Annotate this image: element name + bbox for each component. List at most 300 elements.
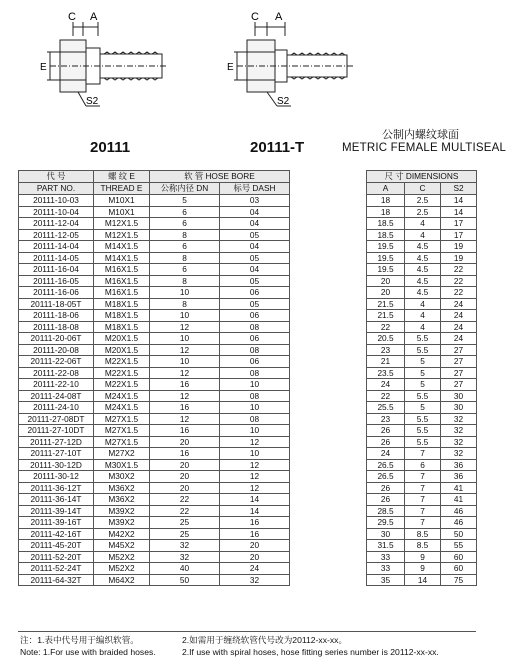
cell-dn: 10 <box>150 310 220 322</box>
cell-dim-s2: 24 <box>441 310 477 322</box>
cell-gap <box>290 206 367 218</box>
header-thread-en: THREAD E <box>94 183 150 195</box>
cell-dim-s2: 30 <box>441 402 477 414</box>
table-row <box>19 310 477 322</box>
cell-dash: 03 <box>220 195 290 207</box>
cell-dim-a: 30 <box>367 528 405 540</box>
cell-dash: 05 <box>220 229 290 241</box>
cell-dn: 16 <box>150 379 220 391</box>
cell-part-no: 20111-27-10DT <box>19 425 94 437</box>
cell-thread: M18X1.5 <box>94 310 150 322</box>
note-chinese-2: 2.如需用于缠绕软管代号改为20112-xx-xx。 <box>182 635 348 645</box>
cell-part-no: 20111-14-04 <box>19 241 94 253</box>
cell-part-no: 20111-12-04 <box>19 218 94 230</box>
cell-gap <box>290 482 367 494</box>
table-row <box>19 494 477 506</box>
cell-gap <box>290 459 367 471</box>
table-row <box>19 379 477 391</box>
table-row <box>19 425 477 437</box>
cell-dim-a: 23.5 <box>367 367 405 379</box>
cell-dash: 16 <box>220 528 290 540</box>
label-s2: S2 <box>86 96 99 107</box>
table-row <box>19 563 477 575</box>
cell-dash: 10 <box>220 425 290 437</box>
cell-dim-c: 5.5 <box>405 333 441 345</box>
cell-dn: 25 <box>150 517 220 529</box>
cell-dn: 16 <box>150 425 220 437</box>
cell-thread: M42X2 <box>94 528 150 540</box>
cell-thread: M64X2 <box>94 574 150 586</box>
cell-thread: M16X1.5 <box>94 287 150 299</box>
header-s2: S2 <box>441 183 477 195</box>
cell-part-no: 20111-18-06 <box>19 310 94 322</box>
cell-dash: 06 <box>220 333 290 345</box>
cell-dash: 05 <box>220 252 290 264</box>
header-dash: 标号 DASH <box>220 183 290 195</box>
cell-part-no: 20111-27-12D <box>19 436 94 448</box>
cell-dn: 6 <box>150 241 220 253</box>
header-c: C <box>405 183 441 195</box>
table-row <box>19 206 477 218</box>
cell-dim-c: 4 <box>405 321 441 333</box>
cell-dash: 05 <box>220 275 290 287</box>
cell-thread: M27X2 <box>94 448 150 460</box>
cell-dn: 12 <box>150 390 220 402</box>
table-row <box>19 517 477 529</box>
cell-dim-s2: 27 <box>441 367 477 379</box>
table-row <box>19 528 477 540</box>
cell-dim-a: 28.5 <box>367 505 405 517</box>
cell-dim-s2: 41 <box>441 482 477 494</box>
cell-thread: M39X2 <box>94 505 150 517</box>
cell-part-no: 20111-27-10T <box>19 448 94 460</box>
label-c: C <box>251 11 259 23</box>
cell-dim-a: 20 <box>367 287 405 299</box>
cell-dim-a: 33 <box>367 563 405 575</box>
cell-dim-c: 6 <box>405 459 441 471</box>
cell-gap <box>290 241 367 253</box>
cell-thread: M22X1.5 <box>94 356 150 368</box>
cell-dn: 12 <box>150 367 220 379</box>
cell-dim-s2: 27 <box>441 344 477 356</box>
table-row <box>19 218 477 230</box>
cell-gap <box>290 333 367 345</box>
cell-dn: 6 <box>150 264 220 276</box>
cell-thread: M52X2 <box>94 563 150 575</box>
table-row <box>19 195 477 207</box>
header-gap <box>290 171 367 183</box>
cell-dim-s2: 22 <box>441 287 477 299</box>
cell-part-no: 20111-36-14T <box>19 494 94 506</box>
cell-dim-c: 8.5 <box>405 540 441 552</box>
cell-dim-s2: 22 <box>441 264 477 276</box>
cell-dim-c: 9 <box>405 563 441 575</box>
cell-dash: 08 <box>220 344 290 356</box>
cell-dim-s2: 24 <box>441 298 477 310</box>
cell-dim-a: 21.5 <box>367 310 405 322</box>
cell-dim-c: 2.5 <box>405 206 441 218</box>
label-e: E <box>40 62 47 73</box>
cell-thread: M27X1.5 <box>94 413 150 425</box>
label-a: A <box>90 11 98 23</box>
cell-dim-c: 7 <box>405 494 441 506</box>
cell-dim-a: 26.5 <box>367 459 405 471</box>
cell-part-no: 20111-39-16T <box>19 517 94 529</box>
cell-part-no: 20111-30-12D <box>19 459 94 471</box>
table-row <box>19 252 477 264</box>
cell-dim-s2: 50 <box>441 528 477 540</box>
cell-dim-s2: 17 <box>441 218 477 230</box>
cell-part-no: 20111-20-08 <box>19 344 94 356</box>
cell-dash: 04 <box>220 264 290 276</box>
cell-part-no: 20111-22-08 <box>19 367 94 379</box>
cell-gap <box>290 402 367 414</box>
cell-gap <box>290 252 367 264</box>
cell-gap <box>290 344 367 356</box>
cell-dim-a: 20.5 <box>367 333 405 345</box>
cell-dim-a: 18 <box>367 195 405 207</box>
cell-thread: M24X1.5 <box>94 402 150 414</box>
cell-part-no: 20111-16-04 <box>19 264 94 276</box>
cell-dash: 08 <box>220 367 290 379</box>
cell-dim-c: 7 <box>405 448 441 460</box>
cell-part-no: 20111-14-05 <box>19 252 94 264</box>
cell-dim-a: 23 <box>367 413 405 425</box>
cell-gap <box>290 195 367 207</box>
table-row <box>19 275 477 287</box>
table-row <box>19 298 477 310</box>
header-dn: 公称内径 DN <box>150 183 220 195</box>
cell-dim-c: 4 <box>405 229 441 241</box>
title-chinese: 公制内螺纹球面 <box>382 129 459 141</box>
cell-dash: 10 <box>220 448 290 460</box>
table-row <box>19 333 477 345</box>
cell-dn: 20 <box>150 436 220 448</box>
cell-dash: 04 <box>220 241 290 253</box>
cell-dn: 22 <box>150 505 220 517</box>
cell-dn: 10 <box>150 356 220 368</box>
cell-dim-c: 5.5 <box>405 425 441 437</box>
cell-dim-c: 5 <box>405 379 441 391</box>
cell-dim-c: 4.5 <box>405 241 441 253</box>
cell-dim-a: 19.5 <box>367 264 405 276</box>
cell-dn: 8 <box>150 229 220 241</box>
cell-part-no: 20111-16-06 <box>19 287 94 299</box>
table-body <box>19 195 477 586</box>
header-hose-bore: 软 管 HOSE BORE <box>150 171 290 183</box>
table-row <box>19 321 477 333</box>
cell-thread: M18X1.5 <box>94 321 150 333</box>
cell-dn: 22 <box>150 494 220 506</box>
cell-dash: 14 <box>220 505 290 517</box>
cell-thread: M24X1.5 <box>94 390 150 402</box>
cell-dim-c: 5.5 <box>405 390 441 402</box>
cell-thread: M27X1.5 <box>94 425 150 437</box>
cell-gap <box>290 356 367 368</box>
cell-dim-s2: 55 <box>441 540 477 552</box>
cell-dim-a: 23 <box>367 344 405 356</box>
cell-dn: 6 <box>150 218 220 230</box>
cell-gap <box>290 310 367 322</box>
table-row <box>19 344 477 356</box>
cell-dash: 06 <box>220 310 290 322</box>
table-row <box>19 287 477 299</box>
cell-dim-a: 18.5 <box>367 229 405 241</box>
cell-dim-c: 2.5 <box>405 195 441 207</box>
cell-dim-c: 4.5 <box>405 275 441 287</box>
cell-gap <box>290 298 367 310</box>
cell-thread: M45X2 <box>94 540 150 552</box>
header-thread-cn: 螺 纹 E <box>94 171 150 183</box>
cell-dim-a: 24 <box>367 379 405 391</box>
table-row <box>19 540 477 552</box>
cell-dim-s2: 32 <box>441 448 477 460</box>
cell-dim-a: 18 <box>367 206 405 218</box>
cell-dn: 8 <box>150 275 220 287</box>
cell-dn: 50 <box>150 574 220 586</box>
cell-dim-a: 21 <box>367 356 405 368</box>
cell-gap <box>290 574 367 586</box>
cell-dash: 04 <box>220 206 290 218</box>
cell-dn: 40 <box>150 563 220 575</box>
header-part-cn: 代 号 <box>19 171 94 183</box>
cell-thread: M30X2 <box>94 471 150 483</box>
cell-part-no: 20111-45-20T <box>19 540 94 552</box>
table-row <box>19 574 477 586</box>
table-row <box>19 551 477 563</box>
cell-thread: M14X1.5 <box>94 252 150 264</box>
cell-gap <box>290 528 367 540</box>
table-row <box>19 505 477 517</box>
cell-dn: 12 <box>150 344 220 356</box>
cell-dash: 20 <box>220 551 290 563</box>
cell-part-no: 20111-22-10 <box>19 379 94 391</box>
table-row <box>19 241 477 253</box>
cell-dim-c: 7 <box>405 505 441 517</box>
cell-dim-c: 5 <box>405 402 441 414</box>
cell-dim-c: 4.5 <box>405 264 441 276</box>
cell-dash: 32 <box>220 574 290 586</box>
cell-part-no: 20111-36-12T <box>19 482 94 494</box>
cell-part-no: 20111-12-05 <box>19 229 94 241</box>
cell-dim-s2: 30 <box>441 390 477 402</box>
cell-thread: M36X2 <box>94 494 150 506</box>
cell-dim-c: 9 <box>405 551 441 563</box>
cell-part-no: 20111-64-32T <box>19 574 94 586</box>
cell-thread: M20X1.5 <box>94 333 150 345</box>
cell-gap <box>290 448 367 460</box>
cell-part-no: 20111-42-16T <box>19 528 94 540</box>
cell-dn: 5 <box>150 195 220 207</box>
cell-part-no: 20111-30-12 <box>19 471 94 483</box>
cell-dim-s2: 32 <box>441 425 477 437</box>
fitting-drawing-20111-t <box>225 10 360 120</box>
cell-dim-s2: 46 <box>441 517 477 529</box>
cell-dim-a: 22 <box>367 321 405 333</box>
cell-dim-a: 19.5 <box>367 241 405 253</box>
cell-thread: M36X2 <box>94 482 150 494</box>
cell-dim-a: 33 <box>367 551 405 563</box>
header-row-1 <box>19 171 477 183</box>
cell-dim-a: 24 <box>367 448 405 460</box>
cell-dash: 10 <box>220 379 290 391</box>
cell-thread: M18X1.5 <box>94 298 150 310</box>
cell-dim-s2: 19 <box>441 252 477 264</box>
cell-gap <box>290 505 367 517</box>
cell-dn: 10 <box>150 333 220 345</box>
table-row <box>19 436 477 448</box>
cell-thread: M12X1.5 <box>94 229 150 241</box>
cell-part-no: 20111-24-08T <box>19 390 94 402</box>
cell-gap <box>290 367 367 379</box>
cell-gap <box>290 413 367 425</box>
cell-dash: 06 <box>220 287 290 299</box>
cell-gap <box>290 436 367 448</box>
table-row <box>19 482 477 494</box>
cell-thread: M27X1.5 <box>94 436 150 448</box>
cell-part-no: 20111-24-10 <box>19 402 94 414</box>
cell-thread: M39X2 <box>94 517 150 529</box>
cell-dash: 24 <box>220 563 290 575</box>
cell-dash: 08 <box>220 390 290 402</box>
table-row <box>19 402 477 414</box>
cell-dim-s2: 46 <box>441 505 477 517</box>
cell-dim-c: 7 <box>405 517 441 529</box>
label-s2: S2 <box>277 96 290 107</box>
cell-dim-s2: 14 <box>441 195 477 207</box>
cell-dim-s2: 75 <box>441 574 477 586</box>
cell-dim-s2: 41 <box>441 494 477 506</box>
cell-thread: M22X1.5 <box>94 379 150 391</box>
cell-dn: 8 <box>150 252 220 264</box>
cell-dn: 6 <box>150 206 220 218</box>
cell-dim-c: 5 <box>405 367 441 379</box>
cell-dim-s2: 60 <box>441 551 477 563</box>
cell-dim-a: 21.5 <box>367 298 405 310</box>
cell-part-no: 20111-52-24T <box>19 563 94 575</box>
cell-dn: 20 <box>150 471 220 483</box>
cell-dn: 32 <box>150 551 220 563</box>
cell-thread: M20X1.5 <box>94 344 150 356</box>
note-english-2: 2.If use with spiral hoses, hose fitting series number is 20112-xx-xx. <box>182 647 439 657</box>
cell-gap <box>290 494 367 506</box>
cell-dash: 10 <box>220 402 290 414</box>
note-english-1: Note: 1.For use with braided hoses. <box>20 647 156 657</box>
header-a: A <box>367 183 405 195</box>
cell-dim-c: 7 <box>405 482 441 494</box>
cell-dim-a: 29.5 <box>367 517 405 529</box>
cell-dash: 12 <box>220 459 290 471</box>
cell-gap <box>290 321 367 333</box>
cell-part-no: 20111-18-08 <box>19 321 94 333</box>
table-row <box>19 448 477 460</box>
cell-dn: 16 <box>150 448 220 460</box>
label-a: A <box>275 11 283 23</box>
cell-gap <box>290 471 367 483</box>
cell-dim-a: 26 <box>367 425 405 437</box>
cell-part-no: 20111-20-06T <box>19 333 94 345</box>
cell-thread: M16X1.5 <box>94 275 150 287</box>
cell-dn: 25 <box>150 528 220 540</box>
cell-gap <box>290 275 367 287</box>
cell-dash: 20 <box>220 540 290 552</box>
cell-dim-a: 19.5 <box>367 252 405 264</box>
cell-dim-c: 5.5 <box>405 413 441 425</box>
cell-dim-c: 5.5 <box>405 436 441 448</box>
cell-gap <box>290 229 367 241</box>
cell-part-no: 20111-10-04 <box>19 206 94 218</box>
table-row <box>19 356 477 368</box>
cell-dim-c: 4.5 <box>405 287 441 299</box>
cell-dim-a: 31.5 <box>367 540 405 552</box>
header-row-2 <box>19 183 477 195</box>
cell-dim-c: 14 <box>405 574 441 586</box>
cell-dn: 8 <box>150 298 220 310</box>
cell-dash: 08 <box>220 413 290 425</box>
note-chinese-1: 注：1.表中代号用于编织软管。 <box>20 635 139 645</box>
cell-dn: 10 <box>150 287 220 299</box>
cell-gap <box>290 425 367 437</box>
cell-dim-c: 5.5 <box>405 344 441 356</box>
cell-dash: 12 <box>220 471 290 483</box>
cell-dim-s2: 17 <box>441 229 477 241</box>
cell-dim-c: 5 <box>405 356 441 368</box>
cell-dim-s2: 32 <box>441 413 477 425</box>
cell-thread: M10X1 <box>94 195 150 207</box>
cell-dim-a: 18.5 <box>367 218 405 230</box>
cell-dim-c: 4 <box>405 310 441 322</box>
cell-dim-a: 26 <box>367 482 405 494</box>
cell-part-no: 20111-18-05T <box>19 298 94 310</box>
cell-dn: 12 <box>150 321 220 333</box>
cell-dim-s2: 27 <box>441 356 477 368</box>
cell-dim-c: 4 <box>405 218 441 230</box>
cell-dn: 12 <box>150 413 220 425</box>
cell-dn: 16 <box>150 402 220 414</box>
cell-dash: 08 <box>220 321 290 333</box>
cell-part-no: 20111-22-06T <box>19 356 94 368</box>
fitting-drawing-20111 <box>38 10 173 120</box>
cell-dim-c: 4.5 <box>405 252 441 264</box>
table-row <box>19 471 477 483</box>
part-code-20111: 20111 <box>90 139 131 156</box>
cell-dim-s2: 22 <box>441 275 477 287</box>
cell-dash: 12 <box>220 436 290 448</box>
notes-divider <box>18 631 476 632</box>
cell-thread: M12X1.5 <box>94 218 150 230</box>
cell-thread: M16X1.5 <box>94 264 150 276</box>
cell-thread: M22X1.5 <box>94 367 150 379</box>
cell-dim-a: 25.5 <box>367 402 405 414</box>
cell-gap <box>290 540 367 552</box>
cell-dash: 05 <box>220 298 290 310</box>
cell-gap <box>290 218 367 230</box>
cell-gap <box>290 563 367 575</box>
cell-dim-s2: 32 <box>441 436 477 448</box>
cell-dash: 14 <box>220 494 290 506</box>
cell-dim-s2: 24 <box>441 321 477 333</box>
cell-dim-a: 26 <box>367 436 405 448</box>
cell-part-no: 20111-10-03 <box>19 195 94 207</box>
title-english: METRIC FEMALE MULTISEAL <box>342 142 507 154</box>
cell-gap <box>290 379 367 391</box>
cell-dash: 16 <box>220 517 290 529</box>
cell-dim-c: 8.5 <box>405 528 441 540</box>
table-row <box>19 264 477 276</box>
cell-dash: 12 <box>220 482 290 494</box>
cell-dash: 06 <box>220 356 290 368</box>
cell-thread: M52X2 <box>94 551 150 563</box>
